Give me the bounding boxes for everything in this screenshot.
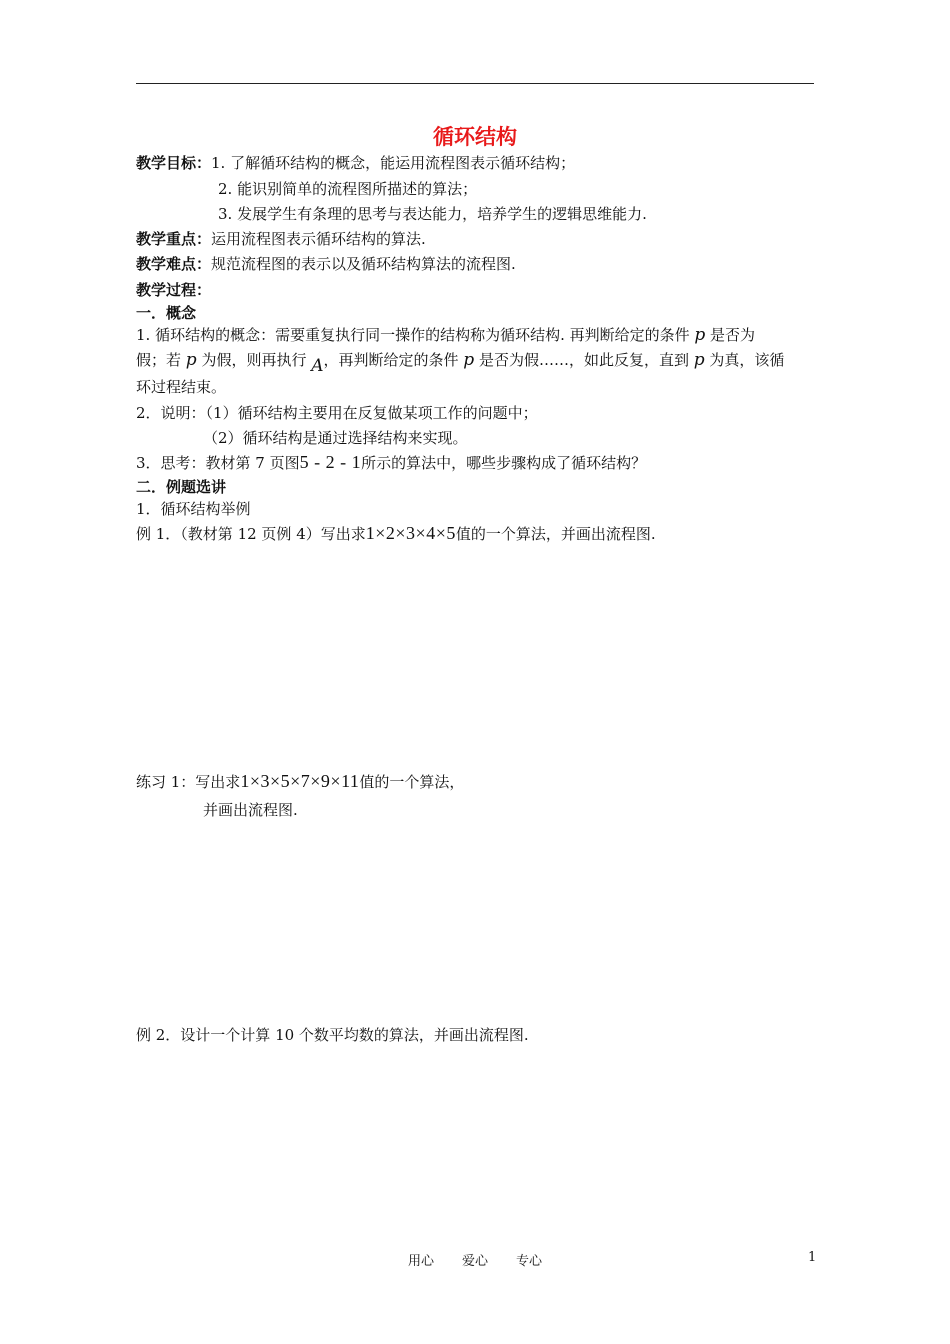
var-p: p [694, 325, 706, 345]
var-p: p [463, 350, 475, 370]
example-2: 例 2．设计一个计算 10 个数平均数的算法，并画出流程图. [136, 1026, 529, 1044]
difficulty-line [136, 254, 516, 274]
example-1 [136, 523, 656, 544]
concept-line-3: 环过程结束。 [136, 378, 227, 396]
goal-item: 3. 发展学生有条理的思考与表达能力，培养学生的逻辑思维能力. [218, 205, 647, 223]
concept-text: 假；若 [136, 351, 186, 369]
think-text: 所示的算法中，哪些步骤构成了循环结构？ [361, 454, 647, 472]
practice-text: 练习 1：写出求 [136, 773, 241, 791]
var-p: p [693, 350, 705, 370]
note-line-1 [136, 403, 538, 423]
section1-heading: 一．概念 [136, 304, 197, 322]
var-a: A [311, 356, 324, 376]
var-p: p [185, 350, 197, 370]
section2-heading: 二．例题选讲 [136, 478, 227, 496]
goals-line-2 [218, 179, 477, 199]
goal-item: 1. 了解循环结构的概念，能运用流程图表示循环结构； [211, 154, 576, 172]
think-text: 3．思考：教材第 7 页图 [136, 454, 300, 472]
note-label: 2．说明： [136, 404, 206, 422]
concept-text: ，再判断给定的条件 [323, 351, 464, 369]
page-title: 循环结构 [433, 124, 517, 149]
practice-text: 值的一个算法， [359, 773, 465, 791]
example-text: 例 1．（教材第 12 页例 4）写出求 [136, 525, 366, 543]
footer-item: 用心 [407, 1254, 434, 1269]
difficulty-text: 规范流程图的表示以及循环结构算法的流程图. [211, 255, 516, 273]
practice-1 [136, 771, 464, 792]
product-expression: 1×2×3×4×5 [365, 523, 456, 543]
concept-text: 是否为 [705, 326, 756, 344]
example-text: 值的一个算法，并画出流程图. [455, 525, 656, 543]
concept-line-2 [136, 350, 785, 376]
footer-item: 爱心 [461, 1254, 488, 1269]
figure-number: 5 - 2 - 1 [299, 452, 362, 472]
concept-text: 为真，该循 [704, 351, 785, 369]
concept-text: 是否为假……，如此反复，直到 [474, 351, 694, 369]
goals-label: 教学目标： [136, 154, 212, 172]
key-point-line [136, 229, 426, 249]
key-label: 教学重点： [136, 230, 212, 248]
footer-item: 专心 [516, 1254, 543, 1269]
concept-text: 1. 循环结构的概念：需要重复执行同一操作的结构称为循环结构. 再判断给定的条件 [136, 326, 695, 344]
process-label: 教学过程： [136, 281, 212, 299]
note-line-2: （2）循环结构是通过选择结构来实现。 [203, 429, 468, 447]
key-text: 运用流程图表示循环结构的算法. [211, 230, 426, 248]
concept-text: 为假，则再执行 [196, 351, 312, 369]
goals-line-3 [218, 204, 647, 224]
practice-1-cont: 并画出流程图. [203, 801, 298, 819]
header-rule [136, 83, 814, 84]
concept-line-1 [136, 325, 755, 345]
goal-item: 2. 能识别简单的流程图所描述的算法； [218, 180, 478, 198]
note-item: （1）循环结构主要用在反复做某项工作的问题中； [205, 404, 538, 422]
difficulty-label: 教学难点： [136, 255, 212, 273]
product-expression: 1×3×5×7×9×11 [240, 771, 360, 791]
think-line [136, 452, 646, 473]
goals-line-1 [136, 153, 575, 173]
subsection-heading: 1．循环结构举例 [136, 500, 251, 518]
page-number: 1 [808, 1250, 817, 1265]
